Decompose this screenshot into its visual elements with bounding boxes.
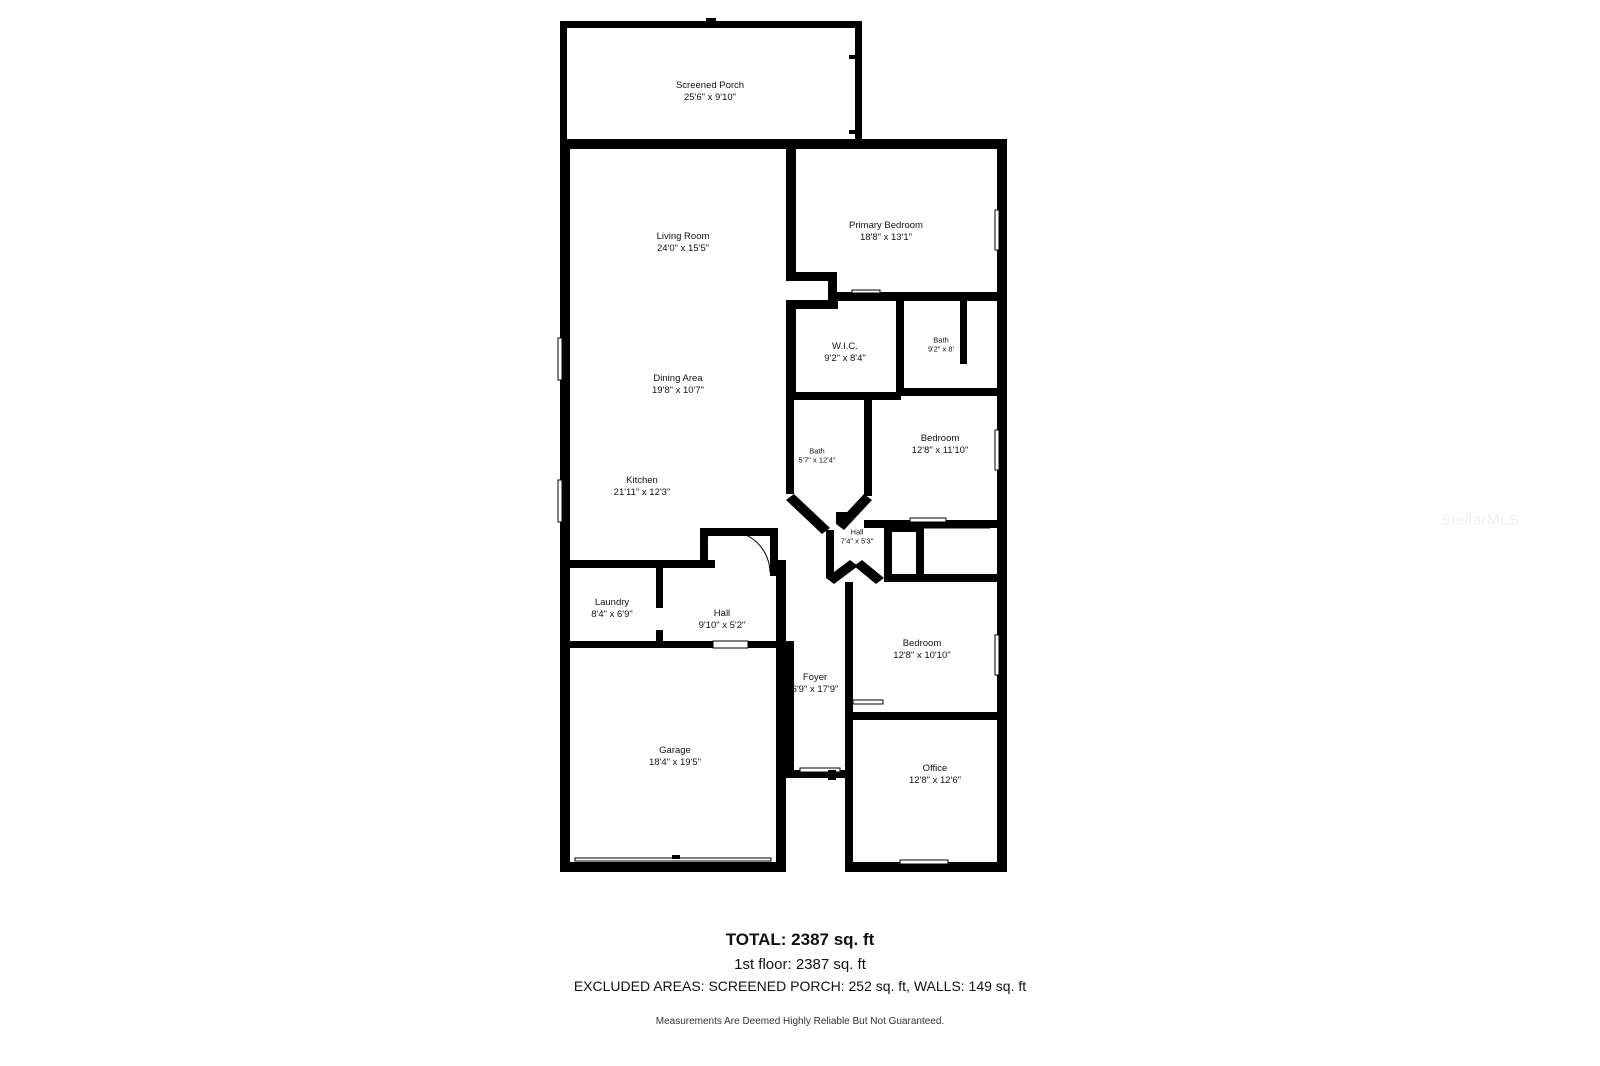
room-name: Foyer — [802, 672, 828, 684]
room-name: Bath — [933, 335, 949, 345]
room-dimensions: 18'4" x 19'5" — [648, 757, 702, 768]
room-dimensions: 5'7" x 12'4" — [798, 456, 836, 465]
room-dimensions: 9'2" x 8' — [928, 345, 954, 354]
room-name: Garage — [659, 745, 691, 757]
room-name: Kitchen — [626, 475, 658, 487]
watermark: StellarMLS — [1440, 511, 1520, 529]
area-summary — [0, 930, 1600, 1027]
room-dimensions: 18'8" x 13'1" — [859, 232, 913, 243]
room-dimensions: 12'8" x 11'10" — [911, 445, 969, 456]
room-name: Hall — [713, 608, 731, 620]
room-dimensions: 25'6" x 9'10" — [683, 92, 737, 103]
room-dimensions: 12'8" x 10'10" — [893, 650, 951, 661]
room-name: Bedroom — [902, 638, 942, 650]
room-dimensions: 9'10" x 5'2" — [698, 620, 746, 631]
room-dimensions: 12'8" x 12'6" — [908, 775, 962, 786]
room-name: Bath — [809, 446, 825, 456]
room-dimensions: 19'8" x 10'7" — [651, 385, 705, 396]
room-dimensions: 8'4" x 6'9" — [591, 609, 633, 620]
room-name: Primary Bedroom — [849, 220, 923, 232]
room-dimensions: 24'0" x 15'5" — [656, 243, 710, 254]
room-dimensions: 21'11" x 12'3" — [613, 487, 671, 498]
room-dimensions: 9'2" x 8'4" — [824, 353, 866, 364]
room-name: Hall — [850, 527, 864, 537]
room-name: Screened Porch — [675, 80, 745, 92]
room-name: W.I.C. — [832, 341, 858, 353]
room-name: Dining Area — [653, 373, 703, 385]
room-dimensions: 7'4" x 5'3" — [840, 537, 874, 546]
disclaimer-text: Measurements Are Deemed Highly Reliable But Not Guaranteed. — [655, 1016, 945, 1027]
total-area-text: TOTAL: 2387 sq. ft — [725, 930, 875, 949]
first-floor-area-text: 1st floor: 2387 sq. ft — [734, 956, 866, 973]
room-name: Office — [922, 763, 948, 775]
room-name: Bedroom — [920, 433, 960, 445]
room-dimensions: 6'9" x 17'9" — [791, 684, 839, 695]
room-name: Laundry — [594, 597, 630, 609]
walls-group — [558, 18, 1007, 872]
excluded-areas-text: EXCLUDED AREAS: SCREENED PORCH: 252 sq. ft, WALLS: 149 sq. ft — [573, 978, 1027, 994]
room-name: Living Room — [656, 231, 710, 243]
